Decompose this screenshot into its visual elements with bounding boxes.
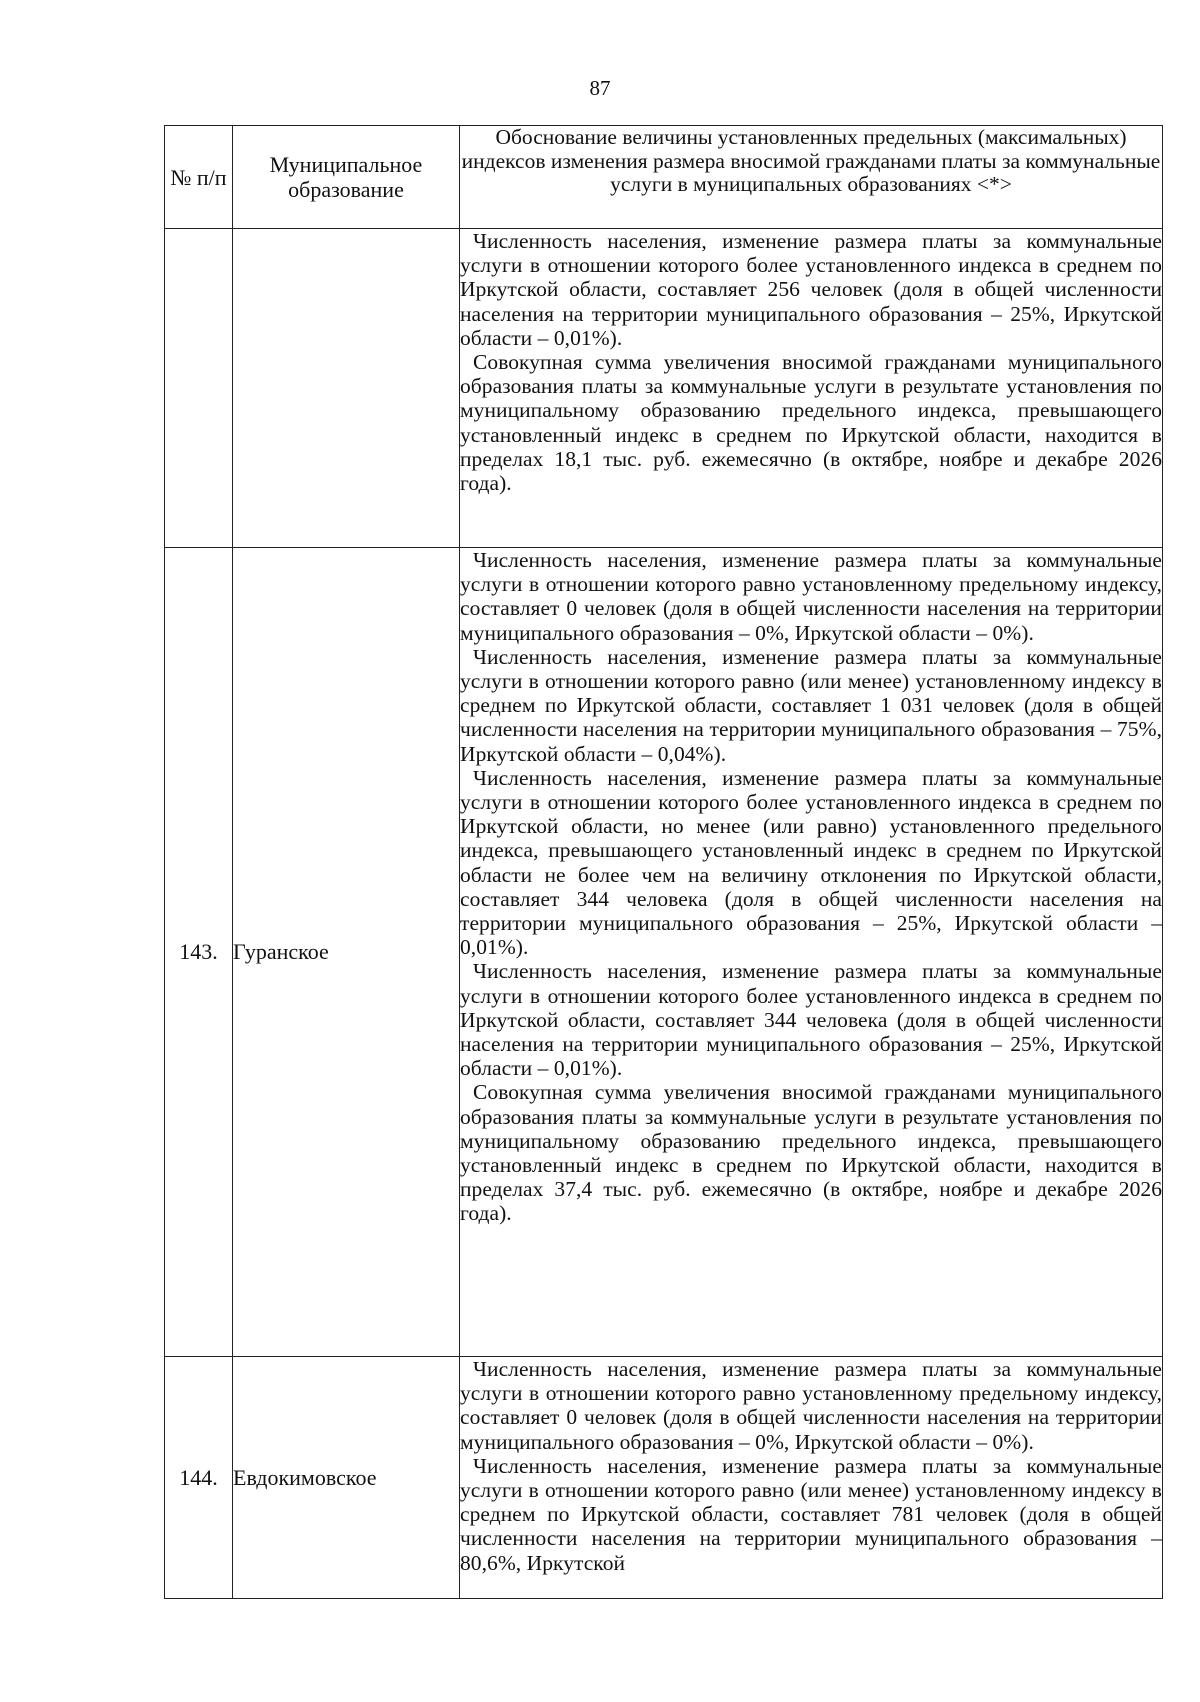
- row-number: [165, 229, 233, 548]
- justification-paragraph: Численность населения, изменение размера платы за коммунальные услуги в отношении которого более установленного индекса в среднем по Иркутской области, но менее (или равно) установленного предельного индекса, превышающего установленный индекс в среднем по Иркутской области не более чем на величину отклонения по Иркутской области, составляет 344 человека (доля в общей численности населения на территории муниципального образования – 25%, Иркутской области – 0,01%).: [460, 765, 1162, 960]
- row-justification: [460, 1357, 1163, 1599]
- row-number: 143.: [165, 548, 233, 1357]
- table-header-row: [165, 126, 1163, 229]
- table-row: [165, 229, 1163, 548]
- row-municipality: [233, 229, 460, 548]
- row-justification: [460, 548, 1163, 1357]
- justification-paragraph: Численность населения, изменение размера платы за коммунальные услуги в отношении которого более установленного индекса в среднем по Иркутской области, составляет 344 человека (доля в общей численности населения на территории муниципального образования – 25%, Иркутской области – 0,01%).: [460, 959, 1162, 1081]
- tariff-index-table: [164, 125, 1163, 1599]
- table-row: [165, 548, 1163, 1357]
- justification-paragraph: Численность населения, изменение размера платы за коммунальные услуги в отношении которого равно установленному предельному индексу, составляет 0 человек (доля в общей численности населения на территории муниципального образования – 0%, Иркутской области – 0%).: [460, 548, 1162, 645]
- justification-paragraph: Численность населения, изменение размера платы за коммунальные услуги в отношении которого равно (или менее) установленному индексу в среднем по Иркутской области, составляет 1 031 человек (доля в общей численности населения на территории муниципального образования – 75%, Иркутской области – 0,04%).: [460, 644, 1162, 766]
- header-number: № п/п: [165, 126, 233, 229]
- row-municipality: Евдокимовское: [233, 1357, 460, 1599]
- page-number: 87: [589, 76, 611, 100]
- justification-paragraph: Совокупная сумма увеличения вносимой гражданами муниципального образования платы за коммунальные услуги в результате установления по муниципальному образованию предельного индекса, превышающего установленный индекс в среднем по Иркутской области, находится в пределах 37,4 тыс. руб. ежемесячно (в октябре, ноябре и декабре 2026 года).: [460, 1080, 1162, 1226]
- header-justification: Обоснование величины установленных предельных (максимальных) индексов изменения размера вносимой гражданами платы за коммунальные услуги в муниципальных образованиях <*>: [460, 126, 1163, 229]
- justification-paragraph: Численность населения, изменение размера платы за коммунальные услуги в отношении которого более установленного индекса в среднем по Иркутской области, составляет 256 человек (доля в общей численности населения на территории муниципального образования – 25%, Иркутской области – 0,01%).: [460, 229, 1162, 350]
- row-justification: [460, 229, 1163, 548]
- table-row: [165, 1357, 1163, 1599]
- header-municipality: Муниципальное образование: [233, 126, 460, 229]
- justification-paragraph: Численность населения, изменение размера платы за коммунальные услуги в отношении которого равно (или менее) установленному индексу в среднем по Иркутской области, составляет 781 человек (доля в общей численности населения на территории муниципального образования – 80,6%, Иркутской: [460, 1453, 1162, 1575]
- row-municipality: Гуранское: [233, 548, 460, 1357]
- justification-paragraph: Совокупная сумма увеличения вносимой гражданами муниципального образования платы за коммунальные услуги в результате установления по муниципальному образованию предельного индекса, превышающего установленный индекс в среднем по Иркутской области, находится в пределах 18,1 тыс. руб. ежемесячно (в октябре, ноябре и декабре 2026 года).: [460, 350, 1162, 496]
- row-number: 144.: [165, 1357, 233, 1599]
- justification-paragraph: Численность населения, изменение размера платы за коммунальные услуги в отношении которого равно установленному предельному индексу, составляет 0 человек (доля в общей численности населения на территории муниципального образования – 0%, Иркутской области – 0%).: [460, 1357, 1162, 1454]
